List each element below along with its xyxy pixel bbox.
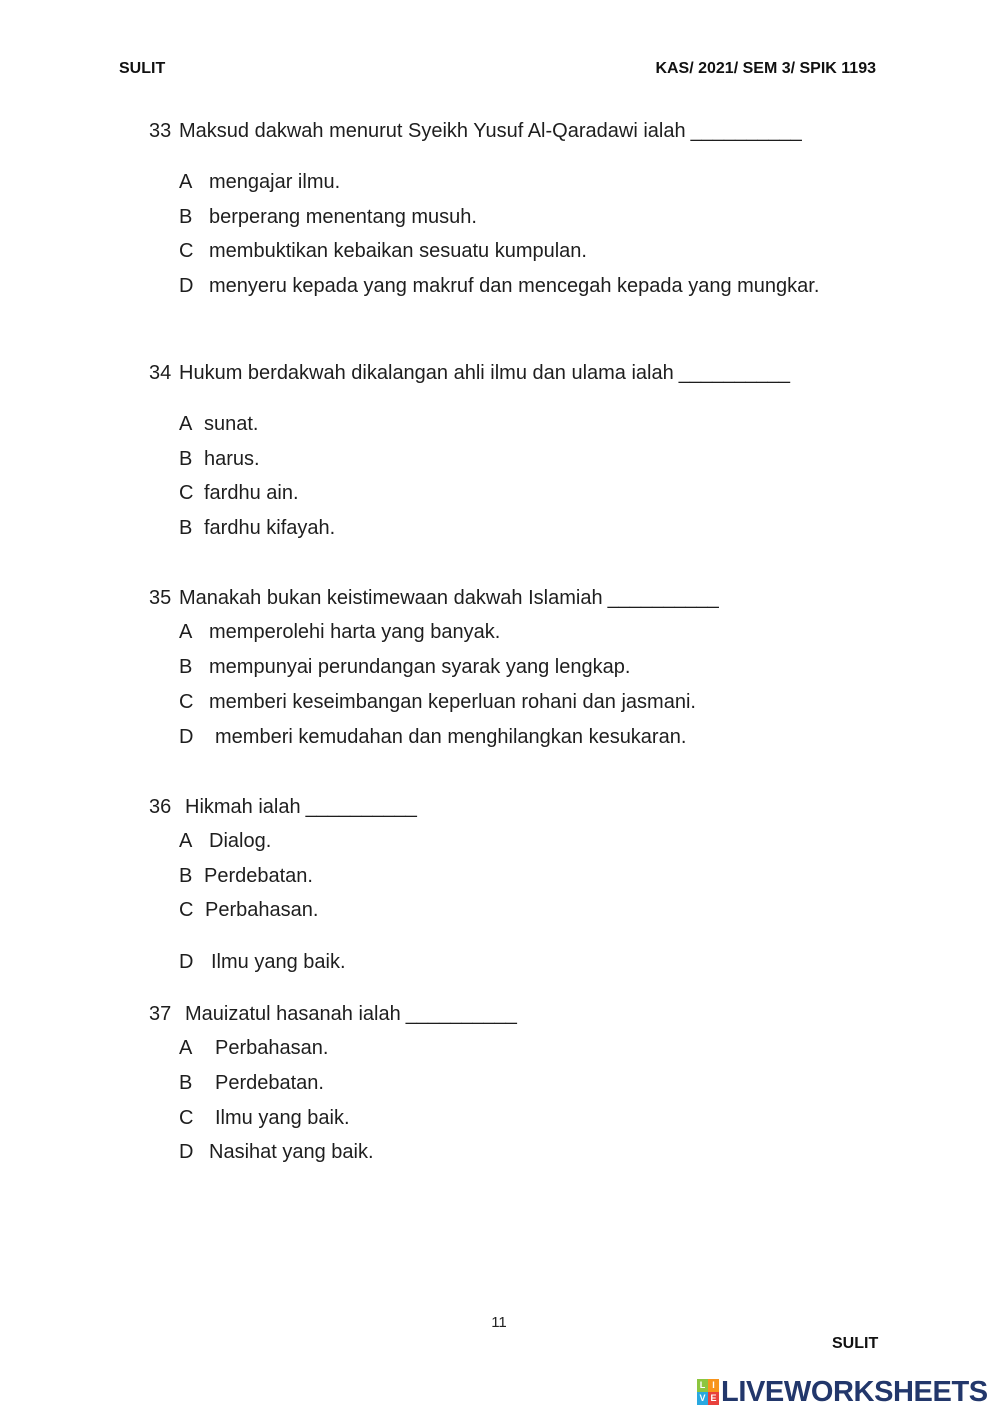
option-letter: A bbox=[179, 413, 193, 435]
option-letter: D bbox=[179, 1141, 194, 1163]
option-letter: D bbox=[179, 951, 194, 973]
answer-blank[interactable]: __________ bbox=[690, 120, 802, 142]
option-text: Perdebatan. bbox=[204, 865, 313, 887]
option-text: Ilmu yang baik. bbox=[211, 951, 346, 973]
option-letter: D bbox=[179, 275, 194, 297]
option-text: Perbahasan. bbox=[215, 1037, 329, 1059]
option-letter: B bbox=[179, 1072, 193, 1094]
answer-blank[interactable]: __________ bbox=[607, 587, 719, 609]
header-left-label: SULIT bbox=[119, 60, 166, 77]
option-text: harus. bbox=[204, 448, 260, 470]
option-text: mempunyai perundangan syarak yang lengkap. bbox=[209, 656, 631, 678]
option-text: mengajar ilmu. bbox=[209, 171, 341, 193]
question-stem bbox=[185, 795, 417, 819]
option-letter: A bbox=[179, 621, 193, 643]
question-stem-text: Hukum berdakwah dikalangan ahli ilmu dan ulama ialah bbox=[179, 362, 674, 384]
question-stem bbox=[179, 586, 719, 610]
option-text: memberi kemudahan dan menghilangkan kesukaran. bbox=[215, 726, 687, 748]
option-letter: C bbox=[179, 899, 194, 921]
option-letter: A bbox=[179, 1037, 193, 1059]
option-letter: A bbox=[179, 171, 193, 193]
logo-text: LIVEWORKSHEETS bbox=[721, 1376, 988, 1408]
option-text: Ilmu yang baik. bbox=[215, 1107, 350, 1129]
option-letter: C bbox=[179, 482, 194, 504]
question-stem-text: Hikmah ialah bbox=[185, 796, 301, 818]
question-stem-text: Maksud dakwah menurut Syeikh Yusuf Al-Qaradawi ialah bbox=[179, 120, 686, 142]
option-letter: C bbox=[179, 240, 194, 262]
option-letter: C bbox=[179, 691, 194, 713]
logo-grid-icon bbox=[697, 1379, 719, 1405]
question-number: 36 bbox=[149, 796, 172, 818]
option-text: menyeru kepada yang makruf dan mencegah kepada yang mungkar. bbox=[209, 275, 820, 297]
option-text: membuktikan kebaikan sesuatu kumpulan. bbox=[209, 240, 587, 262]
option-text: fardhu ain. bbox=[204, 482, 299, 504]
option-letter: C bbox=[179, 1107, 194, 1129]
option-text: fardhu kifayah. bbox=[204, 517, 336, 539]
logo-icon-letter: E bbox=[708, 1392, 719, 1405]
option-text: Perbahasan. bbox=[205, 899, 319, 921]
header-course-code: KAS/ 2021/ SEM 3/ SPIK 1193 bbox=[655, 60, 876, 77]
question-number: 34 bbox=[149, 362, 172, 384]
option-text: sunat. bbox=[204, 413, 259, 435]
option-letter: B bbox=[179, 206, 193, 228]
option-letter: D bbox=[179, 726, 194, 748]
option-letter: B bbox=[179, 656, 193, 678]
option-text: memperolehi harta yang banyak. bbox=[209, 621, 501, 643]
option-letter: B bbox=[179, 517, 193, 539]
question-number: 33 bbox=[149, 120, 172, 142]
question-number: 37 bbox=[149, 1003, 172, 1025]
question-stem bbox=[179, 119, 802, 143]
footer-label: SULIT bbox=[832, 1335, 879, 1352]
option-text: memberi keseimbangan keperluan rohani dan jasmani. bbox=[209, 691, 696, 713]
option-text: berperang menentang musuh. bbox=[209, 206, 477, 228]
option-text: Nasihat yang baik. bbox=[209, 1141, 374, 1163]
logo-icon-letter: I bbox=[708, 1379, 719, 1392]
page-number: 11 bbox=[491, 1314, 507, 1331]
liveworksheets-logo[interactable] bbox=[697, 1376, 988, 1408]
logo-icon-letter: L bbox=[697, 1379, 708, 1392]
question-stem bbox=[185, 1002, 517, 1026]
logo-icon-letter: V bbox=[697, 1392, 708, 1405]
option-letter: A bbox=[179, 830, 193, 852]
option-text: Perdebatan. bbox=[215, 1072, 324, 1094]
answer-blank[interactable]: __________ bbox=[405, 1003, 517, 1025]
question-stem bbox=[179, 361, 790, 385]
answer-blank[interactable]: __________ bbox=[305, 796, 417, 818]
option-text: Dialog. bbox=[209, 830, 272, 852]
question-number: 35 bbox=[149, 587, 172, 609]
option-letter: B bbox=[179, 865, 193, 887]
option-letter: B bbox=[179, 448, 193, 470]
question-stem-text: Manakah bukan keistimewaan dakwah Islamiah bbox=[179, 587, 603, 609]
answer-blank[interactable]: __________ bbox=[678, 362, 790, 384]
question-stem-text: Mauizatul hasanah ialah bbox=[185, 1003, 401, 1025]
